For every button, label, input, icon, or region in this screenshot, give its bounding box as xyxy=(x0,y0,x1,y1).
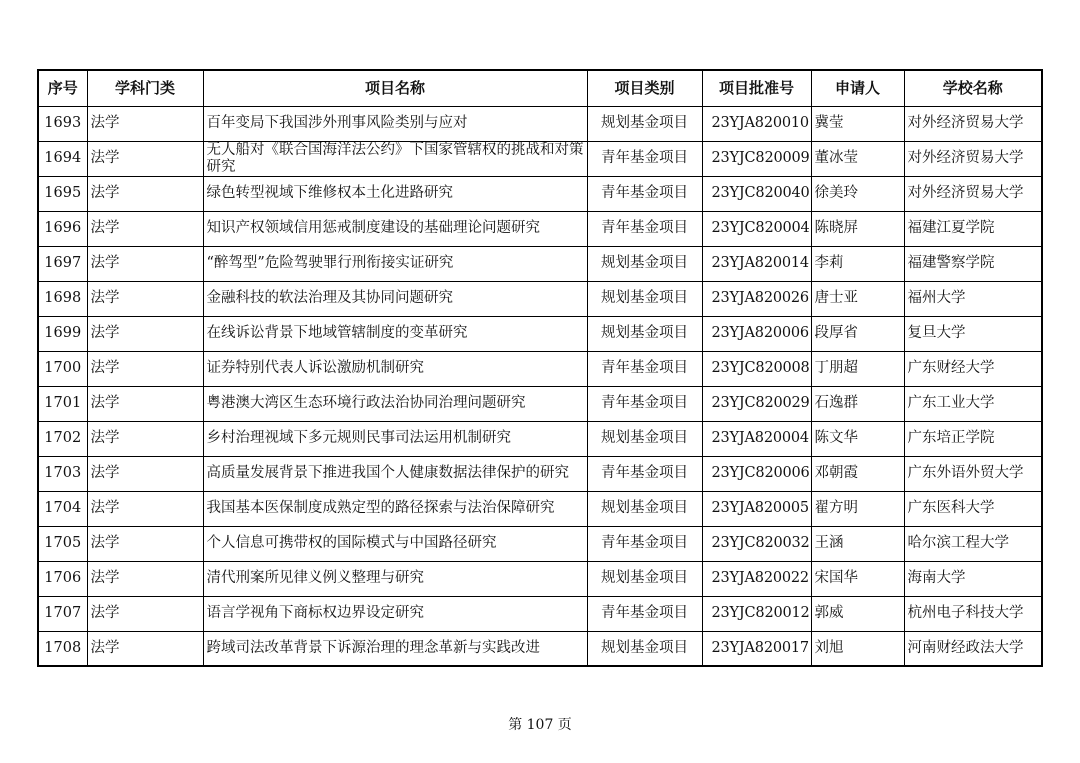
cell-school: 福建警察学院 xyxy=(904,246,1042,281)
cell-no: 1706 xyxy=(38,561,87,596)
cell-school: 杭州电子科技大学 xyxy=(904,596,1042,631)
cell-applicant: 冀莹 xyxy=(811,106,904,141)
cell-discipline: 法学 xyxy=(87,351,203,386)
table-row xyxy=(38,631,1042,666)
cell-discipline: 法学 xyxy=(87,281,203,316)
cell-school: 对外经济贸易大学 xyxy=(904,176,1042,211)
table-body xyxy=(38,106,1042,666)
cell-type: 青年基金项目 xyxy=(587,176,702,211)
cell-title: 个人信息可携带权的国际模式与中国路径研究 xyxy=(203,526,587,561)
cell-no: 1694 xyxy=(38,141,87,176)
cell-discipline: 法学 xyxy=(87,176,203,211)
cell-school: 对外经济贸易大学 xyxy=(904,141,1042,176)
cell-no: 1697 xyxy=(38,246,87,281)
cell-title: 知识产权领域信用惩戒制度建设的基础理论问题研究 xyxy=(203,211,587,246)
cell-title: 无人船对《联合国海洋法公约》下国家管辖权的挑战和对策研究 xyxy=(203,141,587,176)
cell-applicant: 陈晓屏 xyxy=(811,211,904,246)
table-row xyxy=(38,281,1042,316)
table-row xyxy=(38,211,1042,246)
cell-discipline: 法学 xyxy=(87,491,203,526)
cell-type: 规划基金项目 xyxy=(587,106,702,141)
cell-no: 1707 xyxy=(38,596,87,631)
cell-school: 广东外语外贸大学 xyxy=(904,456,1042,491)
cell-applicant: 丁朋超 xyxy=(811,351,904,386)
cell-no: 1698 xyxy=(38,281,87,316)
cell-school: 广东医科大学 xyxy=(904,491,1042,526)
cell-title: 金融科技的软法治理及其协同问题研究 xyxy=(203,281,587,316)
cell-approval-number: 23YJC820040 xyxy=(702,176,811,211)
table-row xyxy=(38,456,1042,491)
table-row xyxy=(38,526,1042,561)
cell-type: 青年基金项目 xyxy=(587,141,702,176)
cell-school: 广东工业大学 xyxy=(904,386,1042,421)
table-row xyxy=(38,386,1042,421)
cell-type: 青年基金项目 xyxy=(587,596,702,631)
table-row xyxy=(38,176,1042,211)
cell-type: 规划基金项目 xyxy=(587,561,702,596)
table-row xyxy=(38,106,1042,141)
cell-applicant: 翟方明 xyxy=(811,491,904,526)
cell-type: 青年基金项目 xyxy=(587,211,702,246)
table-row xyxy=(38,246,1042,281)
cell-school: 广东培正学院 xyxy=(904,421,1042,456)
table-header xyxy=(38,70,1042,106)
cell-approval-number: 23YJC820009 xyxy=(702,141,811,176)
cell-discipline: 法学 xyxy=(87,526,203,561)
header-school: 学校名称 xyxy=(904,70,1042,106)
cell-title: “醉驾型”危险驾驶罪行刑衔接实证研究 xyxy=(203,246,587,281)
cell-applicant: 李莉 xyxy=(811,246,904,281)
cell-applicant: 段厚省 xyxy=(811,316,904,351)
cell-type: 青年基金项目 xyxy=(587,351,702,386)
cell-title: 清代刑案所见律义例义整理与研究 xyxy=(203,561,587,596)
cell-no: 1701 xyxy=(38,386,87,421)
project-list-sheet xyxy=(37,69,1043,667)
table-row xyxy=(38,141,1042,176)
cell-discipline: 法学 xyxy=(87,106,203,141)
cell-approval-number: 23YJA820004 xyxy=(702,421,811,456)
cell-no: 1705 xyxy=(38,526,87,561)
cell-applicant: 邓朝霞 xyxy=(811,456,904,491)
cell-discipline: 法学 xyxy=(87,141,203,176)
cell-applicant: 宋国华 xyxy=(811,561,904,596)
header-applicant: 申请人 xyxy=(811,70,904,106)
cell-discipline: 法学 xyxy=(87,631,203,666)
cell-approval-number: 23YJC820008 xyxy=(702,351,811,386)
cell-applicant: 郭威 xyxy=(811,596,904,631)
cell-title: 绿色转型视域下维修权本土化进路研究 xyxy=(203,176,587,211)
cell-no: 1708 xyxy=(38,631,87,666)
cell-discipline: 法学 xyxy=(87,596,203,631)
cell-no: 1695 xyxy=(38,176,87,211)
header-approval: 项目批准号 xyxy=(702,70,811,106)
header-title: 项目名称 xyxy=(203,70,587,106)
page-number: 第 107 页 xyxy=(508,717,572,733)
cell-type: 规划基金项目 xyxy=(587,316,702,351)
table-row xyxy=(38,351,1042,386)
cell-title: 高质量发展背景下推进我国个人健康数据法律保护的研究 xyxy=(203,456,587,491)
cell-applicant: 陈文华 xyxy=(811,421,904,456)
cell-type: 规划基金项目 xyxy=(587,421,702,456)
cell-school: 广东财经大学 xyxy=(904,351,1042,386)
cell-type: 青年基金项目 xyxy=(587,386,702,421)
cell-discipline: 法学 xyxy=(87,456,203,491)
table-row xyxy=(38,316,1042,351)
header-type: 项目类别 xyxy=(587,70,702,106)
cell-no: 1704 xyxy=(38,491,87,526)
cell-approval-number: 23YJA820022 xyxy=(702,561,811,596)
cell-applicant: 王涵 xyxy=(811,526,904,561)
cell-discipline: 法学 xyxy=(87,316,203,351)
cell-title: 跨域司法改革背景下诉源治理的理念革新与实践改进 xyxy=(203,631,587,666)
cell-title: 乡村治理视域下多元规则民事司法运用机制研究 xyxy=(203,421,587,456)
cell-school: 哈尔滨工程大学 xyxy=(904,526,1042,561)
cell-type: 规划基金项目 xyxy=(587,246,702,281)
cell-approval-number: 23YJA820010 xyxy=(702,106,811,141)
cell-discipline: 法学 xyxy=(87,386,203,421)
cell-discipline: 法学 xyxy=(87,246,203,281)
cell-school: 复旦大学 xyxy=(904,316,1042,351)
cell-type: 青年基金项目 xyxy=(587,456,702,491)
cell-approval-number: 23YJA820006 xyxy=(702,316,811,351)
cell-title: 百年变局下我国涉外刑事风险类别与应对 xyxy=(203,106,587,141)
cell-school: 海南大学 xyxy=(904,561,1042,596)
cell-applicant: 石逸群 xyxy=(811,386,904,421)
cell-approval-number: 23YJA820026 xyxy=(702,281,811,316)
cell-approval-number: 23YJC820004 xyxy=(702,211,811,246)
header-row xyxy=(38,70,1042,106)
cell-school: 福州大学 xyxy=(904,281,1042,316)
table-row xyxy=(38,561,1042,596)
cell-discipline: 法学 xyxy=(87,421,203,456)
cell-school: 河南财经政法大学 xyxy=(904,631,1042,666)
cell-no: 1699 xyxy=(38,316,87,351)
cell-approval-number: 23YJC820032 xyxy=(702,526,811,561)
cell-no: 1703 xyxy=(38,456,87,491)
cell-title: 语言学视角下商标权边界设定研究 xyxy=(203,596,587,631)
cell-title: 我国基本医保制度成熟定型的路径探索与法治保障研究 xyxy=(203,491,587,526)
cell-approval-number: 23YJC820012 xyxy=(702,596,811,631)
cell-school: 福建江夏学院 xyxy=(904,211,1042,246)
cell-applicant: 徐美玲 xyxy=(811,176,904,211)
cell-no: 1693 xyxy=(38,106,87,141)
cell-title: 在线诉讼背景下地域管辖制度的变革研究 xyxy=(203,316,587,351)
cell-school: 对外经济贸易大学 xyxy=(904,106,1042,141)
cell-applicant: 刘旭 xyxy=(811,631,904,666)
table-row xyxy=(38,491,1042,526)
cell-no: 1696 xyxy=(38,211,87,246)
cell-type: 规划基金项目 xyxy=(587,631,702,666)
cell-approval-number: 23YJA820014 xyxy=(702,246,811,281)
cell-discipline: 法学 xyxy=(87,561,203,596)
cell-title: 证券特别代表人诉讼激励机制研究 xyxy=(203,351,587,386)
header-discipline: 学科门类 xyxy=(87,70,203,106)
cell-type: 规划基金项目 xyxy=(587,281,702,316)
cell-approval-number: 23YJC820006 xyxy=(702,456,811,491)
cell-type: 规划基金项目 xyxy=(587,491,702,526)
project-table xyxy=(37,69,1043,667)
cell-approval-number: 23YJA820005 xyxy=(702,491,811,526)
cell-type: 青年基金项目 xyxy=(587,526,702,561)
cell-discipline: 法学 xyxy=(87,211,203,246)
table-row xyxy=(38,596,1042,631)
cell-approval-number: 23YJA820017 xyxy=(702,631,811,666)
cell-approval-number: 23YJC820029 xyxy=(702,386,811,421)
header-no: 序号 xyxy=(38,70,87,106)
table-row xyxy=(38,421,1042,456)
cell-title: 粤港澳大湾区生态环境行政法治协同治理问题研究 xyxy=(203,386,587,421)
cell-applicant: 唐士亚 xyxy=(811,281,904,316)
cell-applicant: 董冰莹 xyxy=(811,141,904,176)
cell-no: 1702 xyxy=(38,421,87,456)
cell-no: 1700 xyxy=(38,351,87,386)
